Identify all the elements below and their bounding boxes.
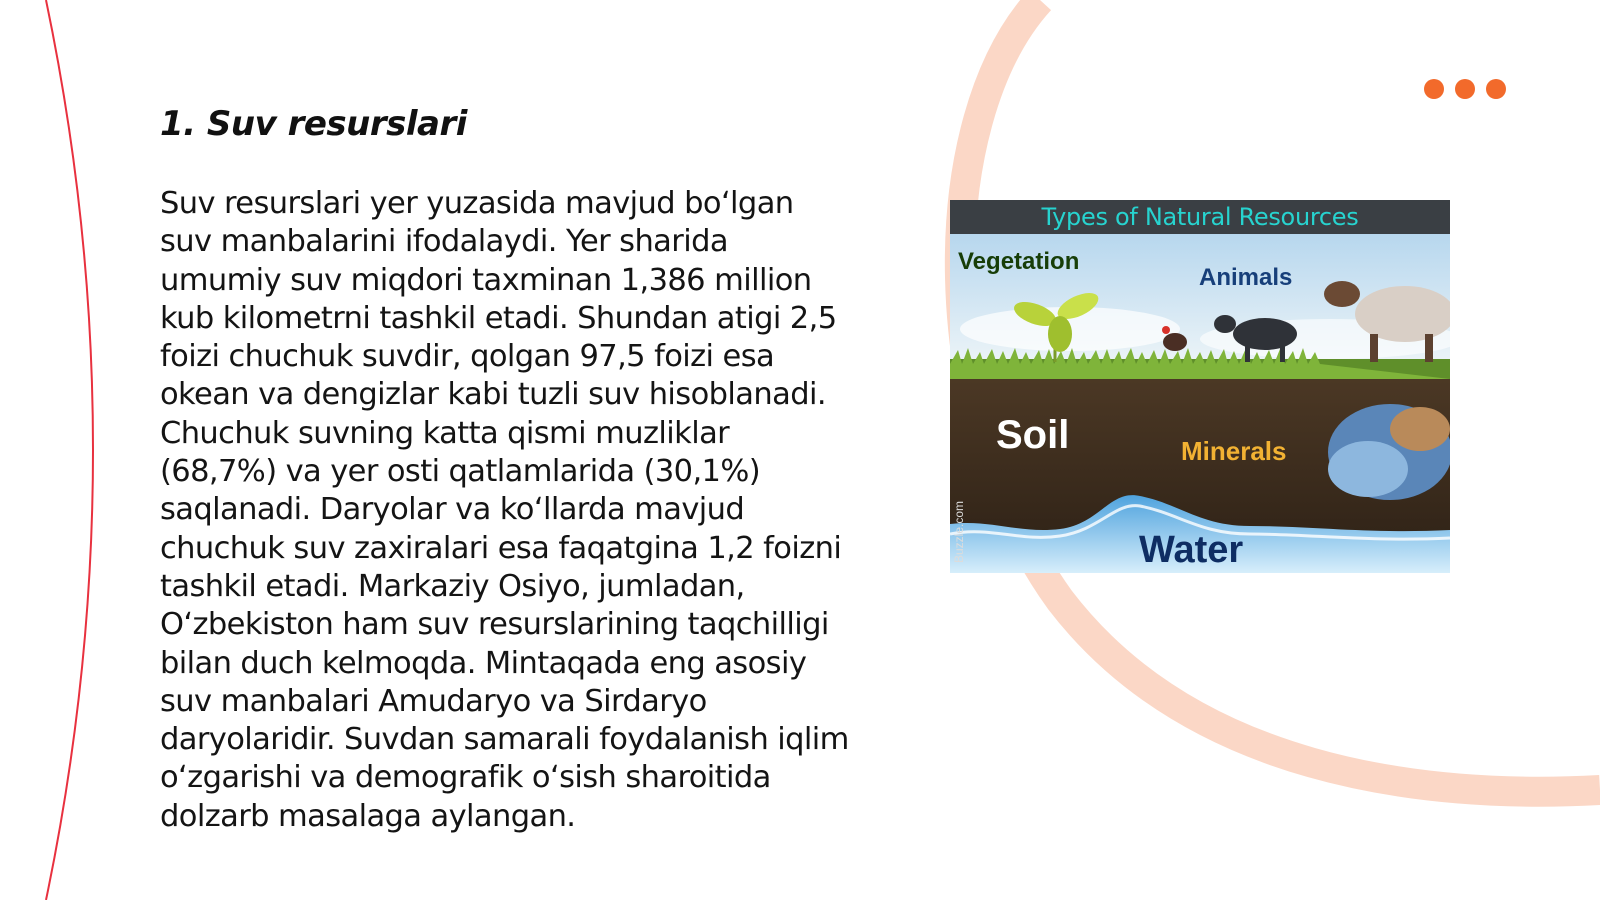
figure-header: [950, 200, 1450, 234]
label-vegetation: Vegetation: [958, 248, 1080, 275]
decor-dot: [1455, 79, 1475, 99]
natural-resources-figure: [950, 200, 1450, 573]
slide-title: 1. Suv resurslari: [160, 104, 467, 144]
goat-body: [1233, 318, 1297, 350]
decor-dots: [1424, 79, 1506, 99]
label-soil: Soil: [996, 413, 1070, 457]
label-animals: Animals: [1199, 264, 1293, 291]
cow-leg: [1370, 334, 1378, 362]
plant-leaf: [1048, 316, 1072, 352]
label-minerals: Minerals: [1181, 436, 1287, 466]
mineral-cluster: [1328, 441, 1408, 497]
figure-watermark: Buzzle.com: [952, 500, 966, 563]
cow-leg: [1425, 334, 1433, 362]
left-red-curve: [46, 0, 93, 900]
slide-body-text: Suv resurslari yer yuzasida mavjud bo‘lgan suv manbalarini ifodalaydi. Yer sharida umumiy suv miqdori taxminan 1,386 million kub kilometrni tashkil etadi. Shundan atigi 2,5 foizi chuchuk suvdir, qolgan 97,5 foizi esa okean va dengizlar kabi tuzli suv hisoblanadi. Chuchuk suvning katta qismi muzliklar (68,7%) va yer osti qatlamlarida (30,1%) saqlanadi. Daryolar va ko‘llarda mavjud chuchuk suv zaxiralari esa faqatgina 1,2 foizni tashkil etadi. Markaziy Osiyo, jumladan, O‘zbekiston ham suv resurslarining taqchilligi bilan duch kelmoqda. Mintaqada eng asosiy suv manbalari Amudaryo va Sirdaryo daryolaridir. Suvdan samarali foydalanish iqlim o‘zgarishi va demografik o‘sish sharoitida dolzarb masalaga aylangan.: [160, 186, 849, 834]
cow-head: [1324, 281, 1360, 307]
label-water: Water: [1139, 529, 1244, 571]
decor-dot: [1486, 79, 1506, 99]
goat-head: [1214, 315, 1236, 333]
rooster-body: [1163, 333, 1187, 351]
goat-leg: [1280, 344, 1285, 362]
rooster-comb: [1162, 326, 1170, 334]
mineral-cluster: [1390, 407, 1450, 451]
figure-title: Types of Natural Resources: [1041, 203, 1359, 231]
goat-leg: [1245, 344, 1250, 362]
decor-dot: [1424, 79, 1444, 99]
